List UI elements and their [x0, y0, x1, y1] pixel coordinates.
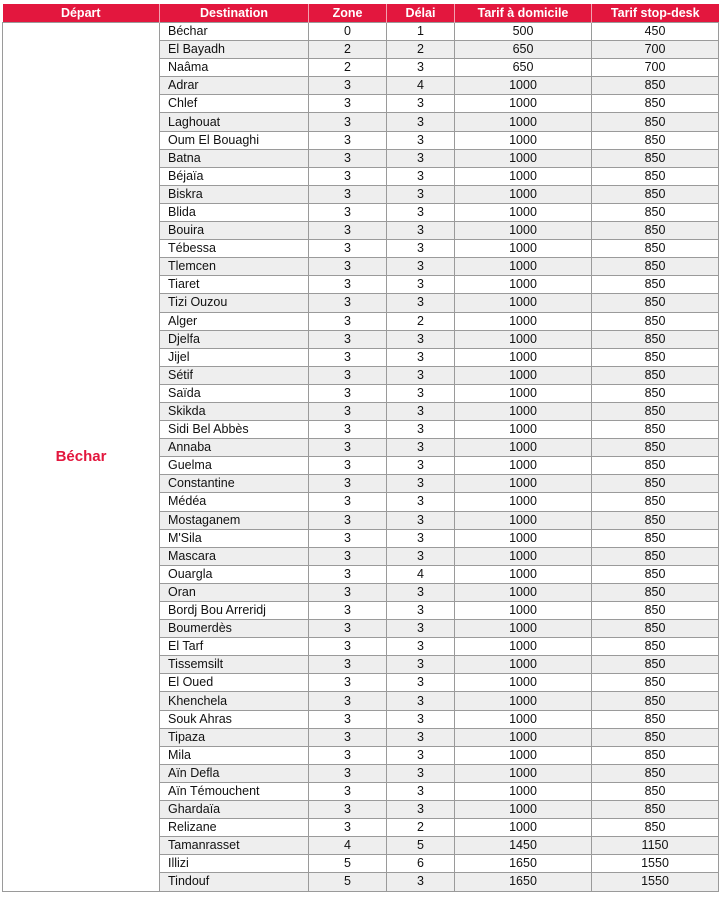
tarif-domicile-cell: 1450 — [455, 837, 592, 855]
destination-cell: Naâma — [160, 59, 309, 77]
tarif-domicile-cell: 1000 — [455, 203, 592, 221]
zone-cell: 3 — [309, 203, 387, 221]
zone-cell: 3 — [309, 819, 387, 837]
header-tarif-stop-desk: Tarif stop-desk — [592, 4, 719, 23]
zone-cell: 0 — [309, 23, 387, 41]
tarif-domicile-cell: 1000 — [455, 746, 592, 764]
tarif-domicile-cell: 1000 — [455, 185, 592, 203]
delai-cell: 3 — [387, 421, 455, 439]
tarif-domicile-cell: 1000 — [455, 240, 592, 258]
header-depart: Départ — [3, 4, 160, 23]
tarif-stop-desk-cell: 850 — [592, 583, 719, 601]
destination-cell: Médéa — [160, 493, 309, 511]
destination-cell: Boumerdès — [160, 620, 309, 638]
destination-cell: Ouargla — [160, 565, 309, 583]
zone-cell: 3 — [309, 764, 387, 782]
destination-cell: Mascara — [160, 547, 309, 565]
destination-cell: Mila — [160, 746, 309, 764]
tarif-domicile-cell: 1000 — [455, 421, 592, 439]
tarif-domicile-cell: 1000 — [455, 583, 592, 601]
destination-cell: Guelma — [160, 457, 309, 475]
tarif-domicile-cell: 1000 — [455, 728, 592, 746]
destination-cell: Sidi Bel Abbès — [160, 421, 309, 439]
tarif-stop-desk-cell: 850 — [592, 674, 719, 692]
tarif-domicile-cell: 1000 — [455, 222, 592, 240]
destination-cell: Tiaret — [160, 276, 309, 294]
zone-cell: 3 — [309, 801, 387, 819]
zone-cell: 3 — [309, 95, 387, 113]
tarif-stop-desk-cell: 850 — [592, 728, 719, 746]
tarif-domicile-cell: 1000 — [455, 384, 592, 402]
destination-cell: Biskra — [160, 185, 309, 203]
tarif-stop-desk-cell: 850 — [592, 511, 719, 529]
tarif-stop-desk-cell: 850 — [592, 131, 719, 149]
delai-cell: 3 — [387, 348, 455, 366]
delai-cell: 3 — [387, 692, 455, 710]
tarif-domicile-cell: 1650 — [455, 873, 592, 891]
destination-cell: Blida — [160, 203, 309, 221]
zone-cell: 3 — [309, 475, 387, 493]
delai-cell: 3 — [387, 402, 455, 420]
destination-cell: Illizi — [160, 855, 309, 873]
delai-cell: 5 — [387, 837, 455, 855]
zone-cell: 3 — [309, 782, 387, 800]
zone-cell: 3 — [309, 258, 387, 276]
destination-cell: Khenchela — [160, 692, 309, 710]
tarif-domicile-cell: 1000 — [455, 439, 592, 457]
tarif-stop-desk-cell: 850 — [592, 294, 719, 312]
destination-cell: Tindouf — [160, 873, 309, 891]
tarif-domicile-cell: 1000 — [455, 511, 592, 529]
zone-cell: 3 — [309, 529, 387, 547]
delai-cell: 3 — [387, 222, 455, 240]
zone-cell: 2 — [309, 59, 387, 77]
destination-cell: Tissemsilt — [160, 656, 309, 674]
tarif-stop-desk-cell: 850 — [592, 384, 719, 402]
tarif-stop-desk-cell: 850 — [592, 222, 719, 240]
destination-cell: Oran — [160, 583, 309, 601]
tarif-domicile-cell: 1000 — [455, 565, 592, 583]
zone-cell: 3 — [309, 511, 387, 529]
zone-cell: 3 — [309, 439, 387, 457]
destination-cell: Béjaïa — [160, 167, 309, 185]
destination-cell: Tizi Ouzou — [160, 294, 309, 312]
zone-cell: 3 — [309, 565, 387, 583]
tarif-stop-desk-cell: 850 — [592, 203, 719, 221]
table-body — [3, 23, 719, 892]
destination-cell: Relizane — [160, 819, 309, 837]
destination-cell: Alger — [160, 312, 309, 330]
zone-cell: 3 — [309, 366, 387, 384]
tarif-stop-desk-cell: 1150 — [592, 837, 719, 855]
destination-cell: Constantine — [160, 475, 309, 493]
zone-cell: 3 — [309, 384, 387, 402]
tarif-stop-desk-cell: 850 — [592, 113, 719, 131]
delai-cell: 3 — [387, 602, 455, 620]
zone-cell: 3 — [309, 402, 387, 420]
tarif-stop-desk-cell: 850 — [592, 95, 719, 113]
destination-cell: El Oued — [160, 674, 309, 692]
zone-cell: 5 — [309, 873, 387, 891]
delai-cell: 3 — [387, 59, 455, 77]
tarif-domicile-cell: 1000 — [455, 131, 592, 149]
delai-cell: 3 — [387, 801, 455, 819]
destination-cell: Mostaganem — [160, 511, 309, 529]
destination-cell: Skikda — [160, 402, 309, 420]
tarif-domicile-cell: 1000 — [455, 402, 592, 420]
delai-cell: 3 — [387, 95, 455, 113]
delai-cell: 3 — [387, 294, 455, 312]
zone-cell: 3 — [309, 222, 387, 240]
tarif-stop-desk-cell: 850 — [592, 167, 719, 185]
tarif-domicile-cell: 1000 — [455, 294, 592, 312]
tariff-table-container — [2, 4, 718, 892]
depart-city: Béchar — [3, 23, 160, 892]
header-zone: Zone — [309, 4, 387, 23]
zone-cell: 3 — [309, 421, 387, 439]
tarif-stop-desk-cell: 850 — [592, 258, 719, 276]
destination-cell: Batna — [160, 149, 309, 167]
tarif-stop-desk-cell: 850 — [592, 312, 719, 330]
destination-cell: Saïda — [160, 384, 309, 402]
destination-cell: El Tarf — [160, 638, 309, 656]
zone-cell: 3 — [309, 602, 387, 620]
delai-cell: 3 — [387, 529, 455, 547]
zone-cell: 4 — [309, 837, 387, 855]
tarif-domicile-cell: 1000 — [455, 113, 592, 131]
zone-cell: 3 — [309, 583, 387, 601]
zone-cell: 5 — [309, 855, 387, 873]
tarif-domicile-cell: 1000 — [455, 620, 592, 638]
delai-cell: 3 — [387, 511, 455, 529]
zone-cell: 3 — [309, 240, 387, 258]
zone-cell: 3 — [309, 348, 387, 366]
destination-cell: Tamanrasset — [160, 837, 309, 855]
tarif-stop-desk-cell: 850 — [592, 692, 719, 710]
tarif-stop-desk-cell: 850 — [592, 710, 719, 728]
delai-cell: 2 — [387, 41, 455, 59]
delai-cell: 1 — [387, 23, 455, 41]
delai-cell: 3 — [387, 638, 455, 656]
tarif-domicile-cell: 1000 — [455, 493, 592, 511]
delai-cell: 3 — [387, 149, 455, 167]
tarif-stop-desk-cell: 850 — [592, 529, 719, 547]
tarif-domicile-cell: 1000 — [455, 258, 592, 276]
tarif-domicile-cell: 1000 — [455, 475, 592, 493]
header-tarif-domicile: Tarif à domicile — [455, 4, 592, 23]
zone-cell: 3 — [309, 728, 387, 746]
tarif-stop-desk-cell: 700 — [592, 41, 719, 59]
tarif-domicile-cell: 1000 — [455, 692, 592, 710]
delai-cell: 3 — [387, 185, 455, 203]
delai-cell: 3 — [387, 240, 455, 258]
tarif-stop-desk-cell: 1550 — [592, 855, 719, 873]
tarif-domicile-cell: 1000 — [455, 77, 592, 95]
delai-cell: 4 — [387, 565, 455, 583]
destination-cell: Tlemcen — [160, 258, 309, 276]
delai-cell: 3 — [387, 439, 455, 457]
zone-cell: 3 — [309, 620, 387, 638]
destination-cell: Tipaza — [160, 728, 309, 746]
tarif-stop-desk-cell: 850 — [592, 602, 719, 620]
tarif-stop-desk-cell: 850 — [592, 475, 719, 493]
destination-cell: Jijel — [160, 348, 309, 366]
zone-cell: 3 — [309, 167, 387, 185]
tarif-stop-desk-cell: 850 — [592, 493, 719, 511]
destination-cell: Djelfa — [160, 330, 309, 348]
tarif-stop-desk-cell: 450 — [592, 23, 719, 41]
delai-cell: 3 — [387, 113, 455, 131]
destination-cell: Aïn Defla — [160, 764, 309, 782]
zone-cell: 3 — [309, 493, 387, 511]
delai-cell: 3 — [387, 656, 455, 674]
zone-cell: 3 — [309, 710, 387, 728]
destination-cell: Sétif — [160, 366, 309, 384]
header-destination: Destination — [160, 4, 309, 23]
tarif-stop-desk-cell: 850 — [592, 620, 719, 638]
tarif-domicile-cell: 1000 — [455, 674, 592, 692]
zone-cell: 3 — [309, 185, 387, 203]
delai-cell: 3 — [387, 457, 455, 475]
destination-cell: Tébessa — [160, 240, 309, 258]
delai-cell: 4 — [387, 77, 455, 95]
delai-cell: 3 — [387, 276, 455, 294]
tarif-domicile-cell: 650 — [455, 59, 592, 77]
destination-cell: Bouira — [160, 222, 309, 240]
tarif-stop-desk-cell: 850 — [592, 276, 719, 294]
tarif-domicile-cell: 650 — [455, 41, 592, 59]
delai-cell: 3 — [387, 131, 455, 149]
tarif-stop-desk-cell: 1550 — [592, 873, 719, 891]
destination-cell: Oum El Bouaghi — [160, 131, 309, 149]
zone-cell: 3 — [309, 692, 387, 710]
destination-cell: Souk Ahras — [160, 710, 309, 728]
zone-cell: 3 — [309, 113, 387, 131]
tarif-stop-desk-cell: 850 — [592, 819, 719, 837]
delai-cell: 3 — [387, 583, 455, 601]
zone-cell: 3 — [309, 131, 387, 149]
tarif-stop-desk-cell: 850 — [592, 240, 719, 258]
tariff-table — [2, 4, 719, 892]
destination-cell: Béchar — [160, 23, 309, 41]
tarif-domicile-cell: 1650 — [455, 855, 592, 873]
tarif-stop-desk-cell: 850 — [592, 77, 719, 95]
tarif-domicile-cell: 1000 — [455, 529, 592, 547]
delai-cell: 3 — [387, 203, 455, 221]
tarif-stop-desk-cell: 700 — [592, 59, 719, 77]
tarif-domicile-cell: 1000 — [455, 330, 592, 348]
destination-cell: Bordj Bou Arreridj — [160, 602, 309, 620]
zone-cell: 3 — [309, 674, 387, 692]
delai-cell: 3 — [387, 366, 455, 384]
tarif-stop-desk-cell: 850 — [592, 547, 719, 565]
delai-cell: 2 — [387, 819, 455, 837]
zone-cell: 3 — [309, 294, 387, 312]
delai-cell: 3 — [387, 710, 455, 728]
zone-cell: 3 — [309, 547, 387, 565]
delai-cell: 3 — [387, 258, 455, 276]
zone-cell: 3 — [309, 638, 387, 656]
tarif-domicile-cell: 1000 — [455, 457, 592, 475]
header-delai: Délai — [387, 4, 455, 23]
zone-cell: 3 — [309, 746, 387, 764]
tarif-stop-desk-cell: 850 — [592, 782, 719, 800]
delai-cell: 3 — [387, 674, 455, 692]
tarif-domicile-cell: 1000 — [455, 764, 592, 782]
tarif-domicile-cell: 1000 — [455, 710, 592, 728]
tarif-domicile-cell: 1000 — [455, 276, 592, 294]
tarif-domicile-cell: 1000 — [455, 149, 592, 167]
tarif-domicile-cell: 1000 — [455, 167, 592, 185]
destination-cell: Annaba — [160, 439, 309, 457]
destination-cell: Adrar — [160, 77, 309, 95]
delai-cell: 3 — [387, 167, 455, 185]
tarif-domicile-cell: 1000 — [455, 312, 592, 330]
tarif-stop-desk-cell: 850 — [592, 185, 719, 203]
tarif-stop-desk-cell: 850 — [592, 565, 719, 583]
delai-cell: 3 — [387, 873, 455, 891]
tarif-domicile-cell: 1000 — [455, 656, 592, 674]
table-header-row — [3, 4, 719, 23]
tarif-domicile-cell: 1000 — [455, 602, 592, 620]
destination-cell: Ghardaïa — [160, 801, 309, 819]
delai-cell: 3 — [387, 746, 455, 764]
tarif-domicile-cell: 1000 — [455, 782, 592, 800]
zone-cell: 3 — [309, 312, 387, 330]
tarif-domicile-cell: 1000 — [455, 348, 592, 366]
delai-cell: 3 — [387, 764, 455, 782]
zone-cell: 3 — [309, 656, 387, 674]
tarif-stop-desk-cell: 850 — [592, 402, 719, 420]
destination-cell: Chlef — [160, 95, 309, 113]
delai-cell: 3 — [387, 782, 455, 800]
tarif-domicile-cell: 1000 — [455, 819, 592, 837]
zone-cell: 3 — [309, 330, 387, 348]
tarif-stop-desk-cell: 850 — [592, 764, 719, 782]
destination-cell: Laghouat — [160, 113, 309, 131]
tarif-stop-desk-cell: 850 — [592, 638, 719, 656]
delai-cell: 3 — [387, 475, 455, 493]
tarif-stop-desk-cell: 850 — [592, 421, 719, 439]
delai-cell: 3 — [387, 493, 455, 511]
delai-cell: 3 — [387, 547, 455, 565]
delai-cell: 3 — [387, 330, 455, 348]
tarif-stop-desk-cell: 850 — [592, 656, 719, 674]
zone-cell: 2 — [309, 41, 387, 59]
tarif-stop-desk-cell: 850 — [592, 366, 719, 384]
tarif-domicile-cell: 1000 — [455, 638, 592, 656]
zone-cell: 3 — [309, 276, 387, 294]
delai-cell: 2 — [387, 312, 455, 330]
tarif-domicile-cell: 1000 — [455, 95, 592, 113]
delai-cell: 3 — [387, 728, 455, 746]
tarif-domicile-cell: 500 — [455, 23, 592, 41]
destination-cell: El Bayadh — [160, 41, 309, 59]
destination-cell: Aïn Témouchent — [160, 782, 309, 800]
tarif-stop-desk-cell: 850 — [592, 801, 719, 819]
tarif-stop-desk-cell: 850 — [592, 348, 719, 366]
zone-cell: 3 — [309, 77, 387, 95]
tarif-stop-desk-cell: 850 — [592, 439, 719, 457]
tarif-stop-desk-cell: 850 — [592, 746, 719, 764]
tarif-domicile-cell: 1000 — [455, 801, 592, 819]
zone-cell: 3 — [309, 149, 387, 167]
zone-cell: 3 — [309, 457, 387, 475]
tarif-stop-desk-cell: 850 — [592, 330, 719, 348]
delai-cell: 3 — [387, 384, 455, 402]
delai-cell: 6 — [387, 855, 455, 873]
tarif-stop-desk-cell: 850 — [592, 457, 719, 475]
tarif-domicile-cell: 1000 — [455, 547, 592, 565]
tarif-stop-desk-cell: 850 — [592, 149, 719, 167]
delai-cell: 3 — [387, 620, 455, 638]
destination-cell: M'Sila — [160, 529, 309, 547]
tarif-domicile-cell: 1000 — [455, 366, 592, 384]
table-row — [3, 23, 719, 41]
